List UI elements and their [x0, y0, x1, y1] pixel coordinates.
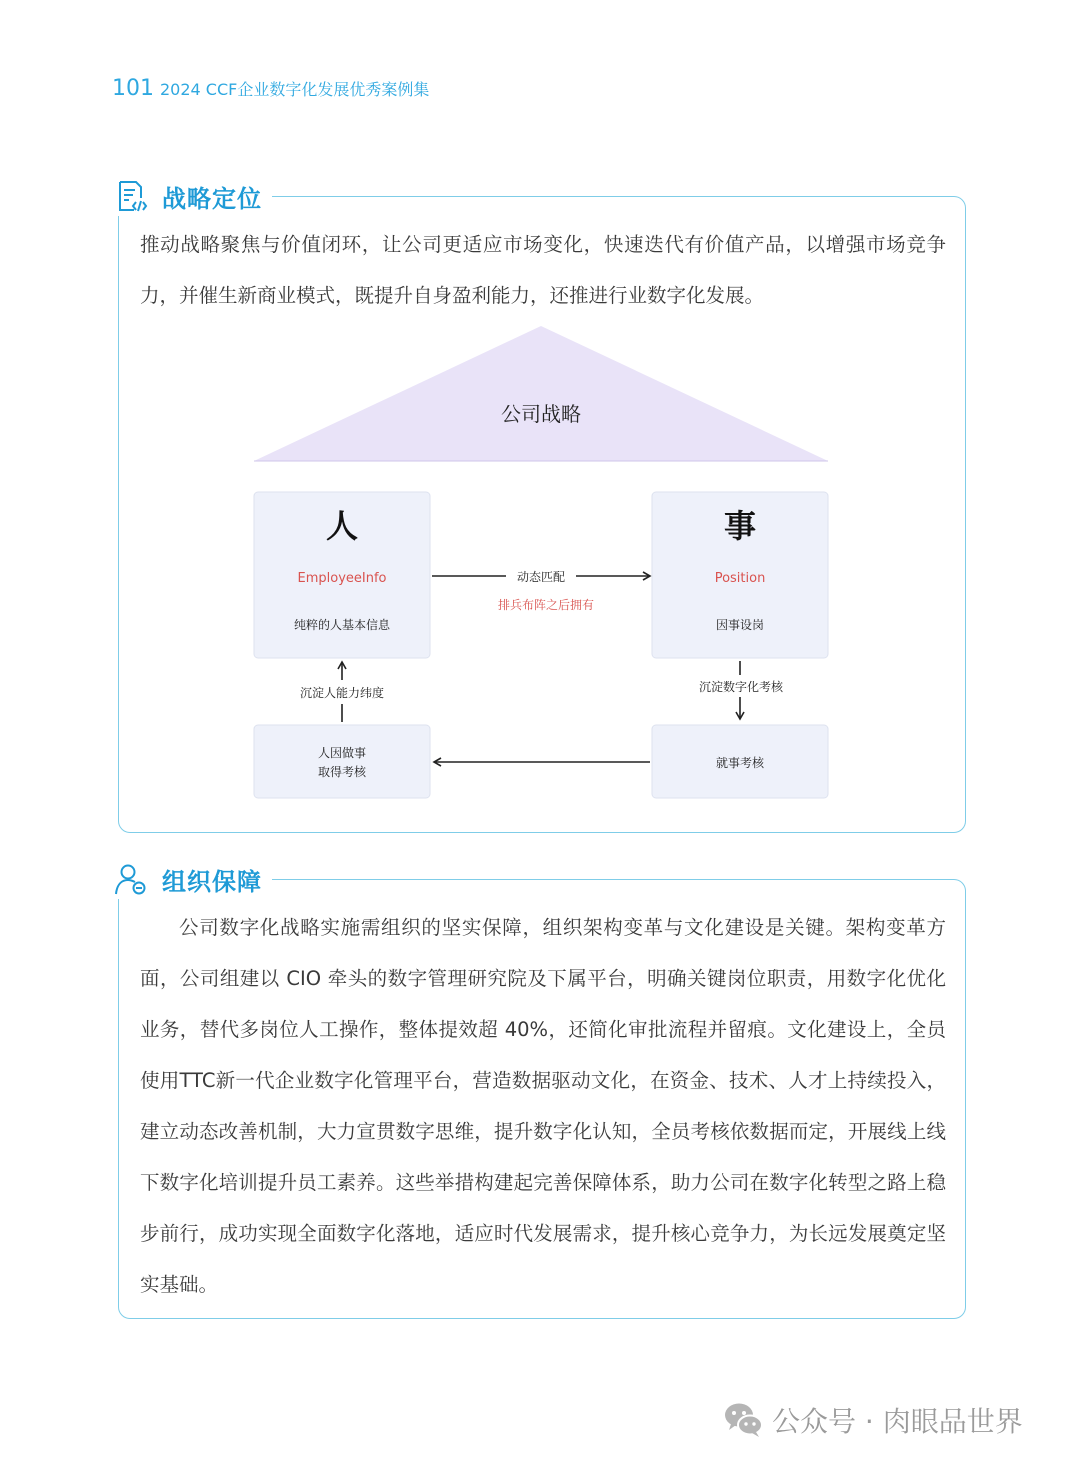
bottom-left-box: [254, 725, 430, 798]
position-box-title: 事: [723, 507, 757, 545]
right-arrow-label: 沉淀数字化考核: [698, 680, 784, 694]
person-box-subtitle: EmployeeInfo: [297, 571, 387, 586]
match-note: 排兵布阵之后拥有: [497, 598, 595, 612]
wechat-icon: [722, 1398, 766, 1442]
strategy-roof: [254, 326, 828, 461]
person-box-title: 人: [325, 507, 359, 545]
organization-section-title: 组织保障: [162, 867, 262, 896]
strategy-paragraph: 推动战略聚焦与价值闭环，让公司更适应市场变化，快速迭代有价值产品，以增强市场竞争力，并催生新商业模式，既提升自身盈利能力，还推进行业数字化发展。: [140, 233, 946, 307]
footer-watermark: [722, 1398, 1023, 1442]
bottom-left-line1: 人因做事: [317, 746, 367, 760]
roof-label: 公司战略: [501, 402, 581, 426]
people-icon: [114, 862, 148, 896]
match-label: 动态匹配: [516, 570, 566, 584]
position-box-desc: 因事设岗: [715, 618, 765, 632]
footer-text: 公众号 · 肉眼品世界: [772, 1405, 1023, 1438]
left-arrow-label: 沉淀人能力纬度: [299, 686, 385, 700]
page-number: 101: [112, 76, 154, 101]
book-title: 2024 CCF企业数字化发展优秀案例集: [160, 80, 430, 99]
position-box-subtitle: Position: [714, 571, 766, 586]
strategy-section-title: 战略定位: [162, 184, 262, 213]
organization-section-heading: [114, 859, 272, 899]
bottom-left-line2: 取得考核: [317, 765, 367, 779]
bottom-right-text: 就事考核: [715, 756, 765, 770]
organization-paragraph: 公司数字化战略实施需组织的坚实保障，组织架构变革与文化建设是关键。架构变革方面，公司组建以 CIO 牵头的数字管理研究院及下属平台，明确关键岗位职责，用数字化优化业务，替代多岗位人工操作，整体提效超 40%，还简化审批流程并留痕。文化建设上，全员使用TTC新一代企业数字化管理平台，营造数据驱动文化，在资金、技术、人才上持续投入，建立动态改善机制，大力宣贯数字思维，提升数字化认知，全员考核依数据而定，开展线上线下数字化培训提升员工素养。这些举措构建起完善保障体系，助力公司在数字化转型之路上稳步前行，成功实现全面数字化落地，适应时代发展需求，提升核心竞争力，为长远发展奠定坚实基础。: [140, 916, 946, 1296]
person-box-desc: 纯粹的人基本信息: [293, 618, 391, 632]
